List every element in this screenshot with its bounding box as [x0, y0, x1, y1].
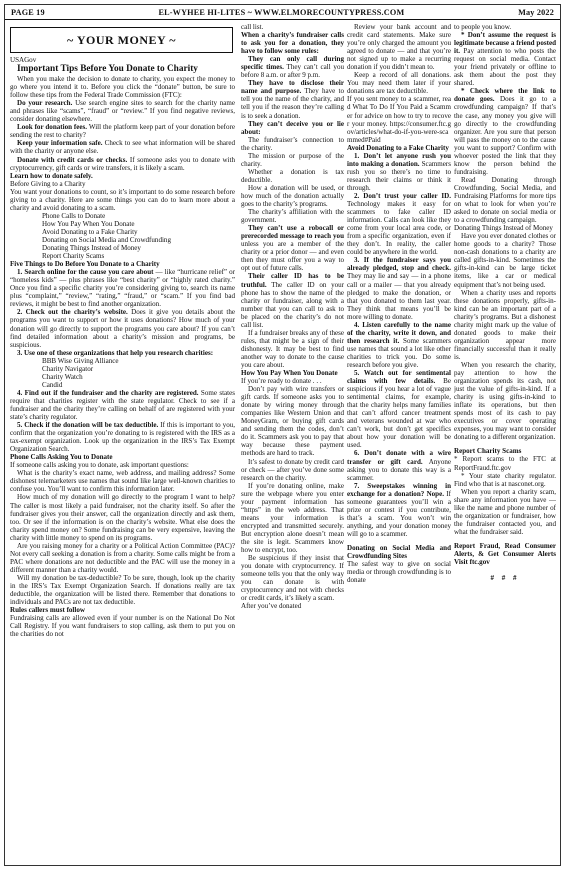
- tip-info: Keep your information safe. Check to see what information will be shared with the charity or anyone else.: [10, 139, 235, 156]
- list-item: Donating Things Instead of Money: [42, 244, 141, 253]
- pay-paragraph: Don’t pay with wire transfers or gift cards. If someone asks you to donate by wiring money through companies like Western Union and MoneyGram, or buying gift cards and sending them the codes, don’t do it. Scammers ask you to pay that way because these payment methods are hard to track.: [241, 385, 344, 458]
- list-item: Charity Navigator: [42, 364, 94, 373]
- social-tip-legit: * Don’t assume the request is legitimate because a friend posted it. Pay attention to who posts the request on social media. Contact your friend privately or offline to ask them about the post they shared.: [454, 31, 556, 88]
- deceive-item: Whether a donation is tax deductible.: [241, 167, 344, 184]
- fake-tip-2: 2. Don’t trust your caller ID. Technology makes it easy for scammers to fake caller ID information. Calls can look like they come from your local area code, or from a specific organization, even if they don’t. In reality, the caller could be anywhere in the world.: [347, 191, 451, 257]
- source-line: USAGov: [10, 56, 37, 64]
- tip-research: Do your research. Use search engine sites to search for the charity name and phrases like “scams”, “fraud” or “review.” If you find negative reviews, consider donating elsewhere.: [10, 99, 235, 124]
- fake-tip-3: 3. If the fundraiser says you already pledged, stop and check. They may lie and say — in a phone call or a mailer — that you already pledged to make the donation, or that you donated to them last year. They think that means you’ll be more willing to donate.: [347, 256, 451, 321]
- rule-callerid: Their caller ID has to be truthful. The caller ID on your phone has to show the name of the charity or fundraiser, along with a number that you can call to ask to be placed on the charity’s do not call list.: [241, 272, 344, 329]
- list-item: Donating on Social Media and Crowdfunding: [42, 235, 171, 244]
- deceive-item: How a donation will be used, or how much of the donation actually goes to the charity’s programs.: [241, 183, 344, 209]
- callerid-paragraph: If a fundraiser breaks any of these rules, that might be a sign of their dishonesty. It may be best to find another way to donate to the cause you care about.: [241, 328, 344, 369]
- learn-heading: Learn how to donate safely.: [10, 171, 93, 180]
- report-paragraph: When you report a charity scam, share any information you have — like the name and phone number of the organization or fundraiser, how the fundraiser contacted you, and what the fundraiser said.: [454, 487, 556, 536]
- column-4: [454, 23, 556, 863]
- issue-date: May 2022: [518, 7, 554, 17]
- tip-fees: Look for donation fees. Will the platform keep part of your donation before sending the rest to charity?: [10, 123, 235, 140]
- rules-subheading: When a charity’s fundraiser calls to ask you for a donation, they have to follow some rules:: [241, 31, 344, 56]
- list-item: Report Charity Scams: [42, 252, 105, 261]
- step-1: 1. Search online for the cause you care about — like “hurricane relief” or “homeless kids” — plus phrases like “best charity” or “highly rated charity.” Once you find a specific charity you’re considering giving to, search its name plus “complaint,” “review,” “rating,” “fraud,” or “scam.” If you find bad reviews, it might be best to find another organization.: [10, 268, 235, 309]
- step-3: 3. Use one of these organizations that help you research charities:: [17, 348, 214, 357]
- closing-line: Report Fraud, Read Consumer Alerts, & Get Consumer Alerts Visit ftc.gov: [454, 541, 556, 567]
- step-2: 2. Check out the charity’s website. Does it give you details about the programs you want to support or how it uses donations? How much of your donation will go directly to support the programs you care about? If you can’t find detailed information about a charity’s mission and programs, be suspicious.: [10, 308, 235, 349]
- read-more-paragraph: Read Donating through Crowdfunding, Social Media, and Fundraising Platforms for more tips on what to look for when you’re asked to donate on social media or to a crowdfunding campaign.: [454, 175, 556, 225]
- social-paragraph: The safest way to give on social media or through crowdfunding is to donate: [347, 560, 451, 585]
- newspaper-page: [4, 4, 561, 866]
- step-5: 5. Check if the donation will be tax deductible. If this is important to you, confirm that the organization you’re donating to is registered with the IRS as a tax-exempt organization. Look up the organization in the IRS’s Tax Exempt Organization Search.: [10, 421, 235, 454]
- step-4: 4. Find out if the fundraiser and the charity are registered. Some states require that charities register with the state regulator. Check to see if a fundraiser and the charity they’re calling on behalf of are registered with your state’s charity regulator.: [10, 388, 235, 422]
- five-steps-heading: Five Things to Do Before You Donate to a Charity: [10, 260, 160, 269]
- org-list: [10, 357, 235, 389]
- article-headline: Important Tips Before You Donate to Charity: [17, 64, 198, 75]
- column-2: [241, 23, 344, 863]
- fake-tip-1: 1. Don’t let anyone rush you into making a donation. Scammers rush you so there’s no time to research their claims or think it through.: [347, 151, 451, 192]
- page-number: PAGE 19: [11, 7, 45, 17]
- things-paragraph: When a charity uses and reports these donations properly, gifts-in-kind can be an important part of a charity’s programs. But a dishonest charity might mark up the value of donated goods to make their organization appear more financially successful than it really is.: [454, 288, 556, 361]
- list-item: Avoid Donating to a Fake Charity: [42, 227, 138, 236]
- after-paragraph: Keep a record of all donations. You may need them later if your donations are tax deductible.: [347, 71, 451, 96]
- things-heading: Donating Things Instead of Money: [454, 224, 553, 233]
- list-item: Candid: [42, 380, 63, 389]
- deceive-item: The fundraiser’s connection to the charity.: [241, 135, 344, 152]
- pay-paragraph: If you’re donating online, make sure the webpage where you enter your payment information has “https” in the web address. That means your information is encrypted and transmitted securely. But encryption alone doesn’t mean the site is legit. Scammers know how to encrypt, too.: [241, 481, 344, 555]
- fake-charity-heading: Avoid Donating to a Fake Charity: [347, 143, 449, 152]
- fake-tip-6: 6. Don’t donate with a wire transfer or gift card. Anyone asking you to donate this way is a scammer.: [347, 449, 451, 482]
- before-paragraph: You want your donations to count, so it’s important to do some research before giving to a charity. Here are some things you can do to learn more about a charity and avoid donating to a scam.: [10, 187, 235, 212]
- continued-text: to people you know.: [454, 23, 512, 31]
- report-paragraph: * Report scams to the FTC at ReportFraud.ftc.gov: [454, 455, 556, 472]
- column-3: [347, 23, 451, 863]
- section-title: ~ YOUR MONEY ~: [10, 27, 233, 53]
- report-heading: Report Charity Scams: [454, 447, 522, 456]
- fake-tip-7: 7. Sweepstakes winning in exchange for a donation? Nope. If someone guarantees you’ll win a prize or contest if you contribute, that’s a scam. You won’t win anything, and your donation money will go to a scammer.: [347, 481, 451, 538]
- social-tip-link: * Check where the link to donate goes. Does it go to a crowdfunding campaign? If that’s the case, any money you give will go directly to the crowdfunding organizer. Are you sure that person will pass the money on to the cause you want to support? Confirm with whoever posted the link that they know the person behind the fundraising.: [454, 87, 556, 176]
- rule-deceive: They can’t deceive you or lie about:: [241, 119, 344, 136]
- list-item: BBB Wise Giving Alliance: [42, 356, 119, 365]
- pay-paragraph: It’s safest to donate by credit card or check — after you’ve done some research on the charity.: [241, 457, 344, 482]
- report-paragraph: * Your state charity regulator. Find who that is at nasconet.org.: [454, 471, 556, 488]
- before-heading: Before Giving to a Charity: [10, 179, 86, 188]
- pay-paragraph: Be suspicious if they insist that you donate with cryptocurrency. If someone tells you that the only way you can donate is with cryptocurrency and not with checks or credit cards, it’s likely a scam.: [241, 554, 344, 603]
- fake-tip-4: 4. Listen carefully to the name of the charity, write it down, and then research it. Some scammers use names that sound a lot like other charities to trick you. Do some research before you give.: [347, 320, 451, 369]
- phone-paragraph: Will my donation be tax-deductible? To be sure, though, look up the charity in the IRS’s Tax Exempt Organization Search. If donations really are tax deductible, the organization will be listed there. Remember that donations to individuals and PACs are not tax deductible.: [10, 573, 235, 607]
- pay-heading: How You Pay When You Donate: [241, 369, 338, 378]
- contents-list: [10, 212, 235, 260]
- list-item: Phone Calls to Donate: [42, 211, 106, 220]
- tip-cards: Donate with credit cards or checks. If someone asks you to donate with cryptocurrency, gift cards or wire transfers, it is likely a scam.: [10, 155, 235, 172]
- phone-paragraph: How much of my donation will go directly to the program I want to help? The caller is most likely a paid fundraiser, not the charity itself. So after the fundraiser gives you their answer, call the organization directly and ask them, too. Or see if the information is on the charity’s website. What else does the charity spend money on? Some fundraising can be very expensive, leaving the charity with little money to spend on its programs.: [10, 493, 235, 542]
- phone-paragraph: If someone calls asking you to donate, ask important questions:: [10, 461, 189, 470]
- paper-title: EL-WYHEE HI-LITES ~ WWW.ELMORECOUNTYPRESS.COM: [158, 7, 405, 17]
- pay-paragraph: If you’re ready to donate . . .: [241, 377, 322, 386]
- rules-heading: Rules callers must follow: [10, 606, 85, 615]
- rule-disclose: They have to disclose their name and purpose. They have to tell you the name of the charity, and tell you if the reason they’re calling is to seek a donation.: [241, 79, 344, 120]
- social-heading: Donating on Social Media and Crowdfunding Sites: [347, 544, 451, 561]
- rules-paragraph: Fundraising calls are allowed even if your number is on the National Do Not Call Registry. If you want fundraisers to stop calling, ask them to put you on the charities do not: [10, 614, 235, 639]
- fake-tip-5: 5. Watch out for sentimental claims with few details. Be suspicious if you hear a lot of vague sentimental claims, for example, that the charity helps many families that can’t afford cancer treatment and veterans wounded at war who can’t work, but don’t get specifics about how your donation will be used.: [347, 369, 451, 450]
- deceive-item: The charity’s affiliation with the government.: [241, 208, 344, 225]
- phone-paragraph: Are you raising money for a charity or a Political Action Committee (PAC)? Not every call seeking a donation is from a charity. Some calls might be from a PAC where donations are not deductible and the PAC will use the money in a different manner than a charity would.: [10, 541, 235, 574]
- things-paragraph: When you research the charity, pay attention to how the organization spends its cash, not just the value of gifts-in-kind. If a charity is using gifts-in-kind to inflate its operations, but then spends most of its cash to pay executives or cover operating expenses, you may want to consider donating to a different organization.: [454, 360, 556, 442]
- rule-robocall: They can’t use a robocall or prerecorded message to reach you unless you are a member of the charity or a prior donor — and even then they must offer you a way to opt out of future calls.: [241, 224, 344, 273]
- intro-paragraph: When you make the decision to donate to charity, you expect the money to go where you intend it to. Before you click the “donate” button, be sure to follow these tips from the Federal Trade Commission (FTC):: [10, 75, 235, 100]
- rule-times: They can only call during specific times. They can’t call you before 8 a.m. or after 9 p.m.: [241, 55, 344, 80]
- pay-paragraph: After you’ve donated: [241, 602, 302, 611]
- things-paragraph: Have you ever donated clothes or home goods to a charity? Those non-cash donations to a charity are called gifts-in-kind. Sometimes the gifts-in-kind can be large ticket items, like a car or medical equipment that’s not being used.: [454, 232, 556, 289]
- list-item: Charity Watch: [42, 372, 83, 381]
- phone-paragraph: What is the charity’s exact name, web address, and mailing address? Some dishonest telemarketers use names that sound like large well-known charities to confuse you. You’ll want to confirm this information later.: [10, 469, 235, 494]
- continued-text: call list.: [241, 23, 264, 31]
- deceive-item: The mission or purpose of the charity.: [241, 151, 344, 168]
- list-item: How You Pay When You Donate: [42, 219, 135, 228]
- end-mark: # # #: [490, 574, 520, 583]
- after-paragraph: If you sent money to a scammer, read What To Do If You Paid a Scammer for advice on how to try to recover your money. https://consumer.ftc.gov/articles/what-do-if-you-were-scammed#Paid: [347, 95, 451, 144]
- after-paragraph: Review your bank account and credit card statements. Make sure you’re only charged the amount you agreed to donate — and that you’re not signed up to make a recurring donation if you didn’t mean to.: [347, 23, 451, 72]
- masthead: [5, 5, 560, 20]
- phone-heading: Phone Calls Asking You to Donate: [10, 453, 113, 462]
- column-1: [10, 23, 235, 863]
